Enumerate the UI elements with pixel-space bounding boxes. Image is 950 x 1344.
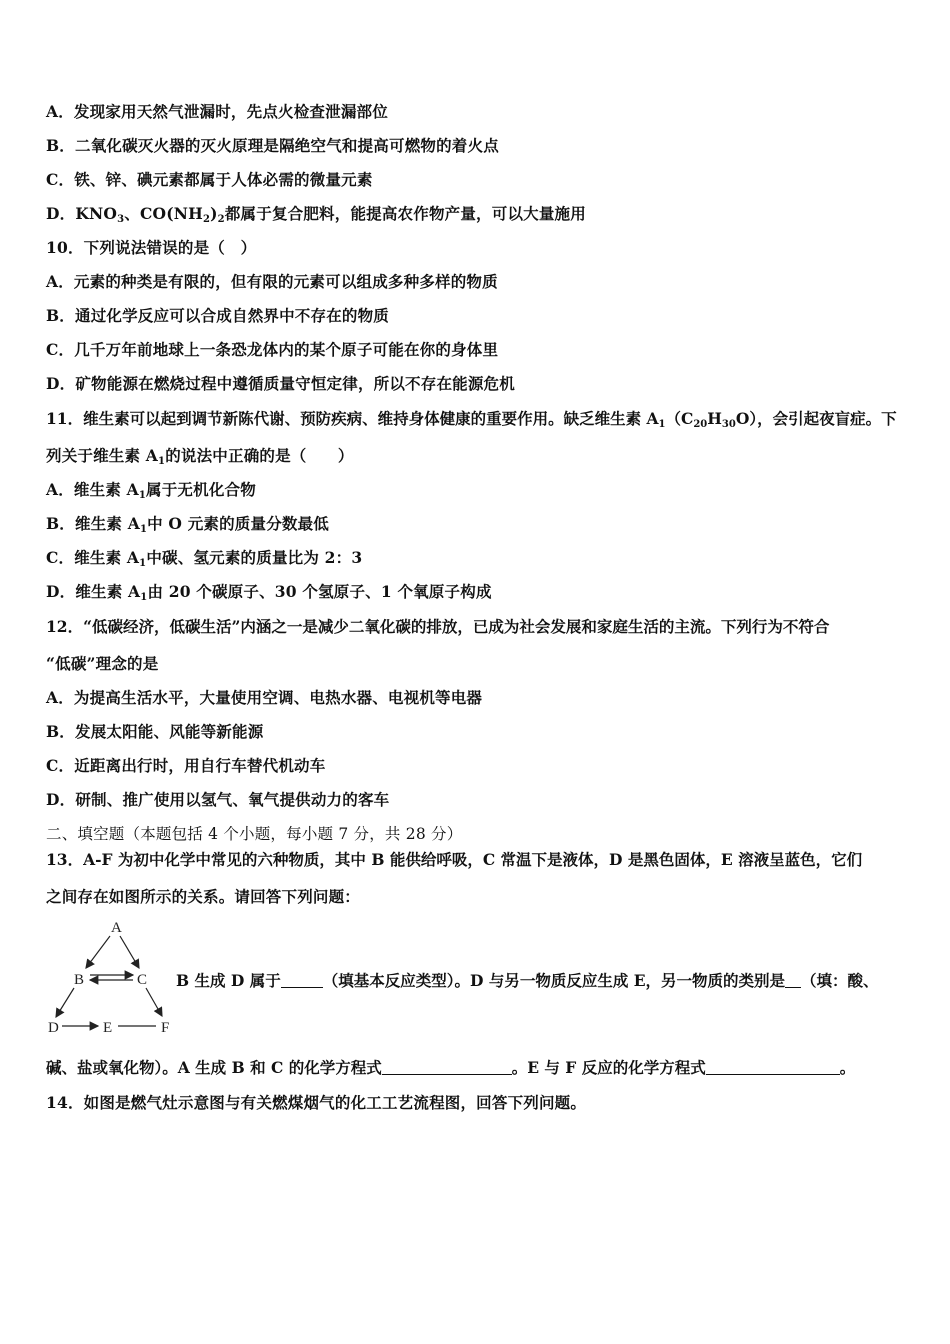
q12-option-c: C．近距离出行时，用自行车替代机动车 — [46, 756, 326, 775]
q10-option-a: A．元素的种类是有限的，但有限的元素可以组成多种多样的物质 — [46, 272, 498, 291]
q10-option-d: D．矿物能源在燃烧过程中遵循质量守恒定律，所以不存在能源危机 — [46, 374, 515, 393]
diagram-node-e: E — [103, 1020, 113, 1036]
q11-option-a: A．维生素 $A_1$属于无机化合物 — [46, 480, 256, 501]
diagram-node-f: F — [161, 1020, 170, 1036]
blank-reaction-type[interactable] — [281, 973, 323, 988]
blank-substance-category[interactable] — [785, 973, 801, 988]
diagram-node-c: C — [137, 972, 148, 988]
blank-equation-a[interactable] — [382, 1060, 512, 1075]
diagram-node-a: A — [111, 920, 122, 936]
diagram-node-b: B — [74, 972, 85, 988]
q13-line3: 碱、盐或氧化物）。A 生成 B 和 C 的化学方程式 。E 与 F 反应的化学方程式 。 — [46, 1058, 856, 1077]
q12-stem-line2: “低碳”理念的是 — [46, 654, 159, 673]
q10-option-b: B．通过化学反应可以合成自然界中不存在的物质 — [46, 306, 390, 325]
q11-stem-line2: 列关于维生素 $A_1$的说法中正确的是（ ） — [46, 446, 354, 467]
q11-option-c: C．维生素 $A_1$中碳、氢元素的质量比为 2：3 — [46, 548, 363, 569]
q9-option-b: B．二氧化碳灭火器的灭火原理是隔绝空气和提高可燃物的着火点 — [46, 136, 499, 155]
arrow-a-to-c — [120, 936, 139, 968]
q12-stem-line1: 12．“低碳经济，低碳生活”内涵之一是减少二氧化碳的排放，已成为社会发展和家庭生活的主流。下列行为不符合 — [46, 617, 830, 636]
section-2-title: 二、填空题（本题包括 4 个小题，每小题 7 分，共 28 分） — [46, 825, 463, 843]
q13-stem-line1: 13．A-F 为初中化学中常见的六种物质，其中 B 能供给呼吸，C 常温下是液体，D 是黑色固体，E 溶液呈蓝色，它们 — [46, 850, 863, 869]
diagram-node-d: D — [48, 1020, 59, 1036]
q14-stem: 14．如图是燃气灶示意图与有关燃煤烟气的化工工艺流程图，回答下列问题。 — [46, 1093, 587, 1112]
q10-stem: 10．下列说法错误的是（ ） — [46, 238, 257, 257]
q12-option-d: D．研制、推广使用以氢气、氧气提供动力的客车 — [46, 790, 390, 809]
q13-relation-diagram — [40, 916, 180, 1040]
q11-option-b: B．维生素 $A_1$中 O 元素的质量分数最低 — [46, 514, 330, 535]
q9-option-d: D．$KNO_3$、$CO(NH_2)_2$都属于复合肥料，能提高农作物产量，可以大量施用 — [46, 204, 586, 225]
arrow-b-to-d — [56, 988, 74, 1017]
q11-stem-line1: 11．维生素可以起到调节新陈代谢、预防疾病、维持身体健康的重要作用。缺乏维生素 $A_1(C_{20}H_{30}O)$，会引起夜盲症。下 — [46, 409, 897, 430]
q9-option-c: C．铁、锌、碘元素都属于人体必需的微量元素 — [46, 170, 373, 189]
q13-beside-diagram: B 生成 D 属于 （填基本反应类型）。D 与另一物质反应生成 E，另一物质的类别是 （填：酸、 — [176, 971, 879, 990]
q12-option-b: B．发展太阳能、风能等新能源 — [46, 722, 264, 741]
q11-option-d: D．维生素 $A_1$由 20 个碳原子、30 个氢原子、1 个氧原子构成 — [46, 582, 492, 603]
q12-option-a: A．为提高生活水平，大量使用空调、电热水器、电视机等电器 — [46, 688, 483, 707]
q10-option-c: C．几千万年前地球上一条恐龙体内的某个原子可能在你的身体里 — [46, 340, 499, 359]
arrow-a-to-b — [86, 936, 110, 968]
arrow-c-to-f — [146, 988, 162, 1016]
q9-option-a: A．发现家用天然气泄漏时，先点火检查泄漏部位 — [46, 102, 388, 121]
q13-stem-line2: 之间存在如图所示的关系。请回答下列问题： — [46, 887, 361, 906]
blank-equation-e-f[interactable] — [706, 1060, 840, 1075]
